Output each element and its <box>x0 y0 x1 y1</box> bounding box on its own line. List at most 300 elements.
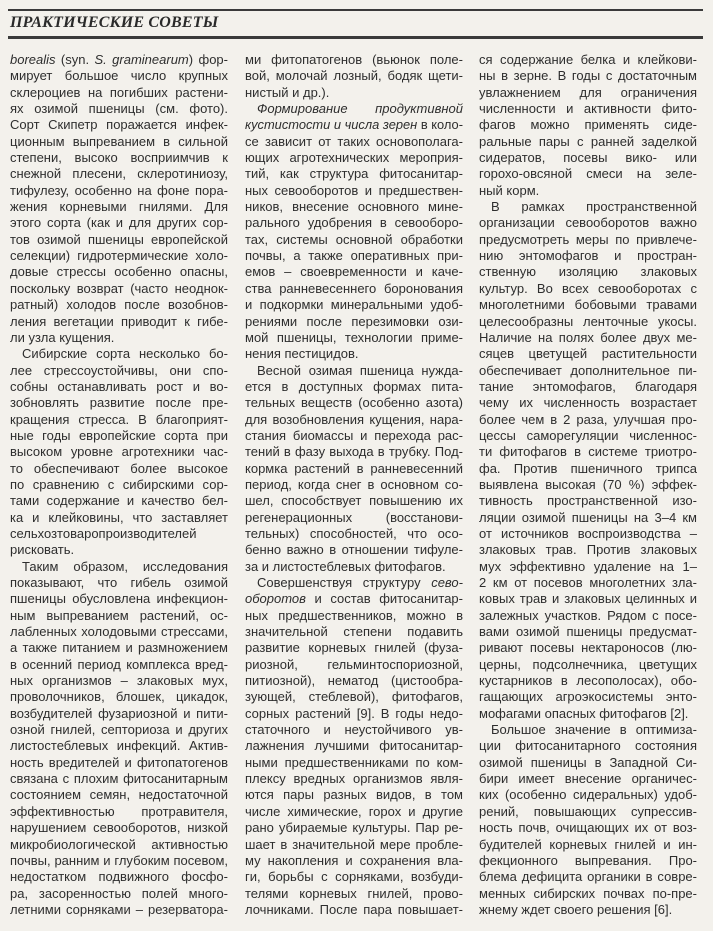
text-line <box>479 52 697 68</box>
text-line-content <box>245 134 463 150</box>
paragraph <box>10 52 228 346</box>
text-line <box>479 117 697 133</box>
text-line-content <box>479 542 697 558</box>
text-line <box>245 608 463 624</box>
text-run: 2 км от посевов многолетних зла- <box>479 575 697 590</box>
text-line-content <box>10 771 228 787</box>
text-run: эффективностью протравителя, <box>10 803 228 819</box>
text-line-content <box>479 363 697 379</box>
text-run: фа. Против пшеничного трипса <box>479 460 697 476</box>
text-line-content <box>479 591 697 607</box>
text-line <box>10 837 228 853</box>
text-line-content <box>245 820 463 836</box>
text-run: этого сорта (как и для других сор- <box>10 215 228 231</box>
text-line <box>245 477 463 493</box>
text-line-content <box>10 804 228 820</box>
text-run: жения корневыми гнилями. Для <box>10 199 228 215</box>
text-run: му накопления и сохранения вла- <box>245 852 463 868</box>
text-line-content <box>10 52 228 68</box>
text-run: более чем в 2 раза, улучшая про- <box>479 411 697 427</box>
text-run: то обеспечивают более высокое <box>10 460 228 476</box>
text-line-content <box>245 232 463 248</box>
text-line <box>245 722 463 738</box>
text-line-content <box>245 608 463 624</box>
text-line <box>10 477 228 493</box>
text-line <box>245 297 463 313</box>
text-line-content <box>10 853 228 869</box>
text-run: и состав фитосанитар- <box>305 591 463 607</box>
text-run: ления вегетации приводит к гибе- <box>10 313 228 329</box>
italic-text-run: S. graminearum <box>94 52 189 67</box>
text-line-content <box>10 232 228 248</box>
text-line <box>10 706 228 722</box>
text-line <box>479 755 697 771</box>
text-line <box>10 689 228 705</box>
text-line-content <box>245 706 463 722</box>
text-line-content <box>245 673 463 689</box>
text-line-content <box>10 117 228 133</box>
text-run: листостеблевых инфекций. Актив- <box>10 738 228 754</box>
text-line-content <box>10 657 228 673</box>
text-run: ства ранневесеннего боронования <box>245 280 463 296</box>
text-line <box>245 444 463 460</box>
text-line <box>245 624 463 640</box>
text-line <box>479 248 697 264</box>
text-run: ющих агротехнических мероприя- <box>245 150 463 166</box>
text-line <box>479 673 697 689</box>
text-run: по сравнению с сибирскими сор- <box>10 476 228 492</box>
text-line <box>10 575 228 591</box>
text-line-content <box>10 248 228 264</box>
text-line-content <box>245 395 463 411</box>
text-line <box>10 248 228 264</box>
text-run: В рамках пространственной <box>491 199 697 215</box>
text-run: ) фор- <box>188 52 228 67</box>
text-line <box>479 738 697 754</box>
text-run: связана с плохим фитосанитарным <box>10 771 228 787</box>
text-run: ги, борьбы с сорняками, возбуди- <box>245 869 463 885</box>
text-line <box>479 264 697 280</box>
text-run: поскольку возврат (часто неоднок- <box>10 280 228 296</box>
text-line-content <box>10 85 228 101</box>
text-line-content <box>479 902 672 918</box>
text-line-content <box>245 689 463 705</box>
text-line-content <box>245 787 463 803</box>
text-line <box>479 314 697 330</box>
text-line-content <box>245 183 463 199</box>
text-line-content <box>245 755 463 771</box>
paragraph <box>10 559 228 919</box>
text-run: снежной плесени, склеротиниозу, <box>10 166 228 182</box>
text-line-content <box>245 166 463 182</box>
text-run: ный корм. <box>479 182 540 198</box>
text-line-content <box>491 722 697 738</box>
text-line-content <box>245 117 463 133</box>
text-line <box>479 346 697 362</box>
text-line-content <box>10 869 228 885</box>
text-line <box>479 771 697 787</box>
text-line-content <box>479 673 697 689</box>
text-line-content <box>245 85 329 101</box>
text-line <box>10 232 228 248</box>
text-line-content <box>479 575 697 591</box>
text-line <box>479 85 697 101</box>
text-run: почвы, а также оперативных при- <box>245 248 463 264</box>
text-line <box>245 510 463 526</box>
text-line <box>10 101 228 117</box>
text-line-content <box>479 657 697 673</box>
text-run: ны в зерне. В годы с достаточным <box>479 68 697 84</box>
text-run: период, когда снег в основном со- <box>245 476 463 492</box>
text-line <box>479 608 697 624</box>
text-line-content <box>10 134 228 150</box>
text-line <box>245 395 463 411</box>
text-line <box>479 787 697 803</box>
text-line-content <box>10 542 74 558</box>
text-run: нистый и др.). <box>245 84 330 100</box>
text-line <box>479 101 697 117</box>
text-line <box>245 248 463 264</box>
text-run: будителей корневых гнилей и ин- <box>479 836 697 852</box>
text-line <box>479 575 697 591</box>
text-line <box>245 134 463 150</box>
text-line <box>245 575 463 591</box>
text-line <box>10 428 228 444</box>
text-line <box>245 461 463 477</box>
text-line-content <box>10 281 228 297</box>
text-line-content <box>257 101 463 117</box>
text-line-content <box>245 657 463 673</box>
text-line <box>479 493 697 509</box>
text-line-content <box>479 804 697 820</box>
text-line <box>245 68 463 84</box>
text-line <box>245 117 463 133</box>
italic-text-run: Формирование продуктивной <box>257 101 463 117</box>
text-run: се зависит от таких основополага- <box>245 133 463 149</box>
text-line <box>479 624 697 640</box>
header-rule-bottom <box>8 36 703 39</box>
text-line <box>479 379 697 395</box>
text-run: фагов можно применять сиде- <box>479 117 697 133</box>
text-line-content <box>479 314 697 330</box>
paragraph <box>10 346 228 558</box>
text-line-content <box>10 640 228 656</box>
text-line <box>10 559 228 575</box>
text-line-content <box>10 591 228 607</box>
text-line <box>479 150 697 166</box>
text-line-content <box>245 264 463 280</box>
text-line-content <box>479 232 697 248</box>
text-line-content <box>245 68 463 84</box>
text-run: культур. Во всех севооборотах с <box>479 280 697 296</box>
text-line <box>479 542 697 558</box>
text-run: нения пестицидов. <box>245 346 359 362</box>
text-line-content <box>245 853 463 869</box>
text-line <box>245 379 463 395</box>
text-run: тельных) способностей, что осо- <box>245 525 463 541</box>
text-line <box>10 608 228 624</box>
text-line-content <box>245 346 359 362</box>
text-run: лабленных холодовыми стрессами, <box>10 624 228 640</box>
text-line <box>479 722 697 738</box>
text-run: залежных участков. Рядом с посе- <box>479 607 697 623</box>
text-run: собны останавливать рост и во- <box>10 378 228 394</box>
text-line-content <box>479 346 697 362</box>
text-line-content <box>10 199 228 215</box>
text-run: рений, повышающих супрессив- <box>479 803 697 819</box>
text-line-content <box>479 412 697 428</box>
text-run: бенно важно в отношении тифуле- <box>245 542 463 558</box>
text-line-content <box>22 346 228 362</box>
text-line <box>245 215 463 231</box>
text-line <box>245 264 463 280</box>
text-run: ральные пары с ранней заделкой <box>479 133 697 149</box>
text-line-content <box>245 738 463 754</box>
text-run: ность почв, очищающих их от воз- <box>479 820 697 836</box>
text-run: тельных веществ (особенно азота) <box>245 395 463 411</box>
text-line-content <box>245 526 463 542</box>
text-run: питиозной), нематод (цистообра- <box>245 673 463 689</box>
text-run: Сорт Скипетр поражается инфек- <box>10 117 228 133</box>
text-line <box>10 444 228 460</box>
text-run: тание энтомофагов, благодаря <box>479 378 697 394</box>
text-line-content <box>245 510 463 526</box>
text-line-content <box>245 804 463 820</box>
text-line <box>479 526 697 542</box>
text-line <box>10 755 228 771</box>
text-line <box>245 771 463 787</box>
text-line-content <box>10 624 228 640</box>
text-line <box>245 559 463 575</box>
text-line <box>10 117 228 133</box>
text-run: в осенний период комплекса вред- <box>10 656 228 672</box>
text-line <box>245 657 463 673</box>
text-run: почвы, ранним и глубоким посевом, <box>10 852 228 868</box>
text-line <box>10 166 228 182</box>
text-line-content <box>245 886 463 902</box>
italic-text-run: borealis <box>10 52 56 67</box>
text-run: емов – своевременности и каче- <box>245 264 463 280</box>
text-line <box>479 477 697 493</box>
text-run: ных организмов – злаковых мух, <box>10 673 228 689</box>
text-run: злаковых трав. Против злаковых <box>479 542 697 558</box>
text-run: Наличие на полях более двух ме- <box>479 329 697 345</box>
text-line-content <box>479 853 697 869</box>
text-line <box>10 150 228 166</box>
text-line <box>245 166 463 182</box>
text-line-content <box>10 787 228 803</box>
text-run: ратный) холодов после возобнов- <box>10 297 228 313</box>
text-line <box>10 673 228 689</box>
text-run: ли узла кущения. <box>10 329 115 345</box>
text-line <box>10 542 228 558</box>
text-line <box>10 787 228 803</box>
text-line-content <box>245 869 463 885</box>
text-line-content <box>10 150 228 166</box>
text-run: лочниками. После пара повышает- <box>245 901 463 917</box>
text-run: рисковать. <box>10 542 75 558</box>
text-line <box>10 902 228 918</box>
text-line-content <box>10 722 228 738</box>
text-run: тов озимой пшеницы европейской <box>10 231 228 247</box>
text-line <box>479 902 697 918</box>
text-line-content <box>10 395 228 411</box>
text-line <box>479 330 697 346</box>
text-run: ным выпреванием растений, ос- <box>10 607 228 623</box>
text-line <box>10 297 228 313</box>
text-run: тений в фазу выхода в трубку. Под- <box>245 444 463 460</box>
text-line <box>245 706 463 722</box>
text-line-content <box>479 379 697 395</box>
text-line <box>10 640 228 656</box>
text-line-content <box>245 722 463 738</box>
text-line-content <box>245 902 463 918</box>
text-line-content <box>479 85 697 101</box>
text-line <box>245 428 463 444</box>
text-run: а также питанием и размножением <box>10 640 228 656</box>
text-run: плексу вредных организмов явля- <box>245 771 463 787</box>
text-line-content <box>245 281 463 297</box>
text-line-content <box>10 902 228 918</box>
text-line <box>10 379 228 395</box>
text-line-content <box>10 837 228 853</box>
text-run: тий, как структура фитосанитар- <box>245 166 463 182</box>
text-line <box>479 869 697 885</box>
text-run: рано убираемые культуры. Пар ре- <box>245 820 463 836</box>
text-run: предусмотреть меры по привлече- <box>479 231 697 247</box>
text-line-content <box>10 461 228 477</box>
text-run: рального удобрения в севооборо- <box>245 215 463 231</box>
text-line <box>479 886 697 902</box>
text-run: численности и активности фито- <box>479 101 697 117</box>
italic-text-run: сево- <box>431 575 463 590</box>
text-line-content <box>245 461 463 477</box>
text-run: Большое значение в оптимиза- <box>491 722 697 738</box>
text-line <box>479 395 697 411</box>
text-run: и подкормки минеральными удоб- <box>245 297 463 313</box>
text-run: Совершенствуя структуру <box>257 575 432 590</box>
text-line-content <box>479 68 697 84</box>
text-run: ких (особенно сидеральных) удоб- <box>479 787 697 803</box>
text-run: обеспечивает дополнительное пи- <box>479 362 697 378</box>
text-line-content <box>10 297 228 313</box>
text-line-content <box>479 330 697 346</box>
text-run: ственную изоляцию злаковых <box>479 264 697 280</box>
text-run: лее стрессоустойчивы, они спо- <box>10 362 228 378</box>
text-line-content <box>10 363 228 379</box>
text-run: микробиологической активностью <box>10 836 228 852</box>
text-line-content <box>257 363 463 379</box>
text-line <box>245 755 463 771</box>
text-run: ляции озимой пшеницы на 3–4 км <box>479 509 697 525</box>
text-line-content <box>22 559 228 575</box>
text-line-content <box>245 379 463 395</box>
text-run: ся содержание белка и клейкови- <box>479 52 697 67</box>
text-run: Весной озимая пшеница нужда- <box>257 362 463 378</box>
text-line <box>10 657 228 673</box>
text-run: от источников воспроизводства – <box>479 525 697 541</box>
italic-text-run: кустистости и числа зерен <box>245 117 418 133</box>
text-run: вами озимой пшеницы предусмат- <box>479 624 697 640</box>
text-line-content <box>479 820 697 836</box>
text-line <box>479 510 697 526</box>
text-run: развитие корневых гнилей (фуза- <box>245 640 463 656</box>
text-run: риозной, гельминтоспориозной, <box>245 656 463 672</box>
text-run: блема дефицита органики в совре- <box>479 869 697 885</box>
text-run: степени, высоко восприимчив к <box>10 150 228 166</box>
text-line-content <box>245 297 463 313</box>
text-line <box>245 101 463 117</box>
text-line-content <box>10 68 228 84</box>
text-run: статочного и неустойчивого ув- <box>245 722 463 738</box>
text-line <box>479 166 697 182</box>
text-run: в коло- <box>417 117 463 133</box>
text-line <box>245 412 463 428</box>
text-line <box>479 444 697 460</box>
text-line <box>479 297 697 313</box>
paragraph <box>479 199 697 722</box>
text-line-content <box>10 444 228 460</box>
text-line-content <box>10 575 228 591</box>
text-line <box>245 52 463 68</box>
text-line-content <box>479 493 697 509</box>
text-line <box>245 886 463 902</box>
text-line-content <box>245 493 463 509</box>
text-line <box>10 412 228 428</box>
text-line-content <box>10 820 228 836</box>
text-run: выявлена высокая (70 %) эффек- <box>479 476 697 492</box>
text-line <box>245 837 463 853</box>
text-line-content <box>479 183 539 199</box>
text-run: стания биомассы и перехода рас- <box>245 427 463 443</box>
text-line <box>10 804 228 820</box>
text-line <box>10 183 228 199</box>
text-line-content <box>491 199 697 215</box>
text-run: жнему ждет своего решения [6]. <box>479 901 673 917</box>
text-line-content <box>10 183 228 199</box>
text-line <box>479 657 697 673</box>
text-run: мирует большое число крупных <box>10 68 228 84</box>
text-line-content <box>479 297 697 313</box>
text-run: ников, внесение основного мине- <box>245 199 463 215</box>
text-line <box>245 232 463 248</box>
text-line-content <box>10 264 228 280</box>
text-line-content <box>10 314 228 330</box>
text-line <box>10 215 228 231</box>
text-run: значительной степени подавить <box>245 624 463 640</box>
text-line <box>479 232 697 248</box>
text-line <box>245 493 463 509</box>
text-line <box>479 461 697 477</box>
text-line <box>245 542 463 558</box>
text-line-content <box>245 624 463 640</box>
text-line-content <box>10 526 197 542</box>
text-line <box>10 314 228 330</box>
text-line <box>10 591 228 607</box>
text-line <box>245 314 463 330</box>
paragraph <box>479 722 697 918</box>
text-run: ях озимой пшеницы (см. фото). <box>10 101 228 117</box>
text-run: ность вредителей и фитопатогенов <box>10 754 228 770</box>
text-line <box>479 591 697 607</box>
text-line-content <box>245 330 463 346</box>
text-run: цессы саморегуляции численнос- <box>479 427 697 443</box>
text-line-content <box>10 330 114 346</box>
text-line <box>479 689 697 705</box>
text-line <box>10 820 228 836</box>
text-line-content <box>479 117 697 133</box>
text-run: чему их численность возрастает <box>479 395 697 411</box>
